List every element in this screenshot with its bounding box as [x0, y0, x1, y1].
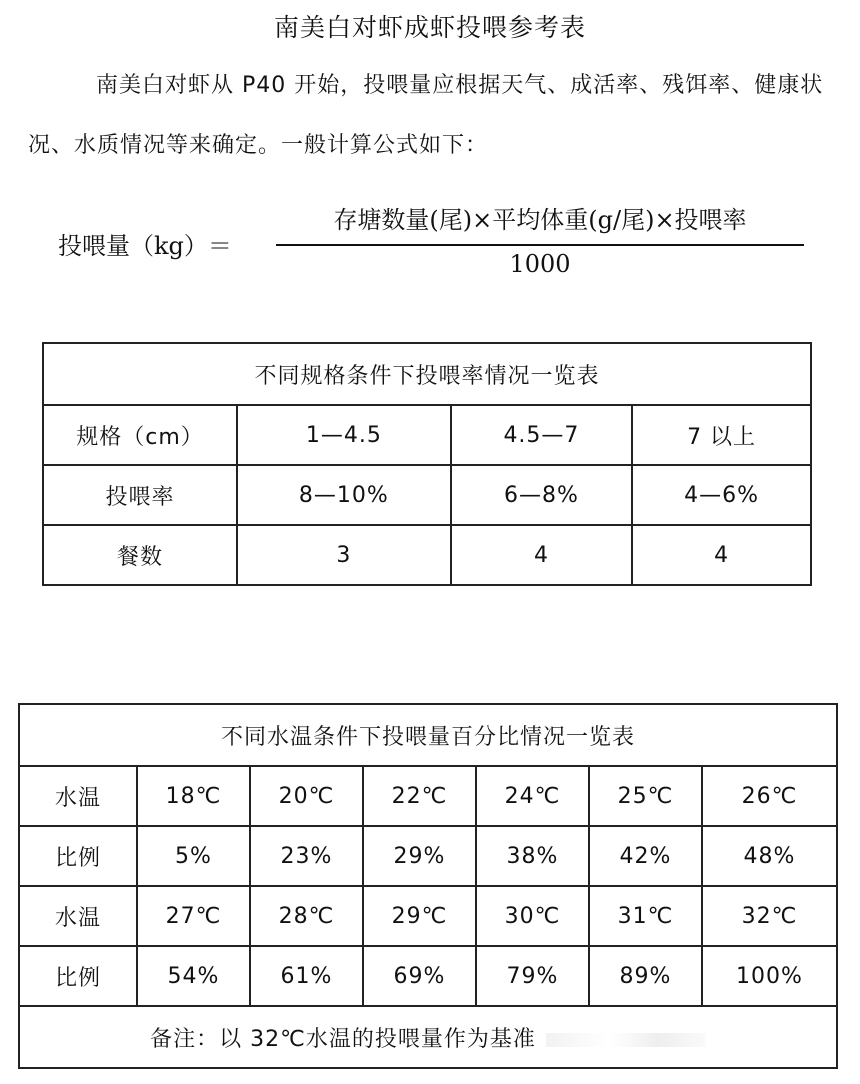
- table-note-row: [19, 1006, 837, 1068]
- table-cell: 6—8%: [451, 465, 632, 525]
- table-cell: 27℃: [137, 886, 250, 946]
- table-cell: 5%: [137, 826, 250, 886]
- table-cell: 3: [237, 525, 451, 585]
- feeding-formula: [58, 200, 838, 290]
- table-cell: 7 以上: [632, 405, 811, 465]
- table-cell: 24℃: [476, 766, 589, 826]
- table-note: 备注：以 32℃水温的投喂量作为基准: [150, 1026, 536, 1052]
- intro-paragraph: 南美白对虾从 P40 开始，投喂量应根据天气、成活率、残饵率、健康状况、水质情况等来确定。一般计算公式如下：: [28, 73, 824, 158]
- table-cell: 69%: [363, 946, 476, 1006]
- table-row: [43, 465, 811, 525]
- table-cell: 4—6%: [632, 465, 811, 525]
- table-cell: 28℃: [250, 886, 363, 946]
- table-cell: 30℃: [476, 886, 589, 946]
- table-caption: 不同水温条件下投喂量百分比情况一览表: [19, 704, 837, 766]
- table-row: [19, 826, 837, 886]
- formula-lhs: 投喂量（kg）＝: [58, 232, 232, 260]
- row-label: 投喂率: [43, 465, 237, 525]
- table-cell: 48%: [702, 826, 837, 886]
- table-cell: 29%: [363, 826, 476, 886]
- row-label: 水温: [19, 766, 137, 826]
- table-caption-row: [43, 343, 811, 405]
- formula-denominator: 1000: [509, 250, 571, 278]
- table-cell: 42%: [589, 826, 702, 886]
- table-cell: 29℃: [363, 886, 476, 946]
- table-cell: 1—4.5: [237, 405, 451, 465]
- formula-numerator: 存塘数量(尾)×平均体重(g/尾)×投喂率: [333, 206, 747, 234]
- row-label: 比例: [19, 826, 137, 886]
- table-cell: 89%: [589, 946, 702, 1006]
- row-label: 餐数: [43, 525, 237, 585]
- table-cell: 18℃: [137, 766, 250, 826]
- document-title: 南美白对虾成虾投喂参考表: [273, 13, 586, 42]
- table-cell: 23%: [250, 826, 363, 886]
- feeding-percent-by-temperature-table: [18, 703, 838, 1069]
- row-label: 水温: [19, 886, 137, 946]
- table-cell: 22℃: [363, 766, 476, 826]
- table-cell: 20℃: [250, 766, 363, 826]
- table-cell: 4.5—7: [451, 405, 632, 465]
- row-label: 规格（cm）: [43, 405, 237, 465]
- table-cell: 26℃: [702, 766, 837, 826]
- table-row: [19, 766, 837, 826]
- table-cell: 31℃: [589, 886, 702, 946]
- table-cell: 8—10%: [237, 465, 451, 525]
- table-row: [19, 946, 837, 1006]
- table-cell: 54%: [137, 946, 250, 1006]
- table-row: [43, 405, 811, 465]
- table-cell: 79%: [476, 946, 589, 1006]
- blurred-watermark: [546, 1033, 706, 1047]
- table-note-cell: [19, 1006, 837, 1068]
- formula-fraction: [276, 200, 804, 282]
- table-row: [19, 886, 837, 946]
- table-cell: 32℃: [702, 886, 837, 946]
- table-cell: 38%: [476, 826, 589, 886]
- table-caption: 不同规格条件下投喂率情况一览表: [43, 343, 811, 405]
- table-cell: 25℃: [589, 766, 702, 826]
- table-cell: 4: [451, 525, 632, 585]
- row-label: 比例: [19, 946, 137, 1006]
- table-row: [43, 525, 811, 585]
- table-cell: 61%: [250, 946, 363, 1006]
- feeding-rate-by-size-table: [42, 342, 812, 586]
- table-cell: 4: [632, 525, 811, 585]
- table-cell: 100%: [702, 946, 837, 1006]
- table-caption-row: [19, 704, 837, 766]
